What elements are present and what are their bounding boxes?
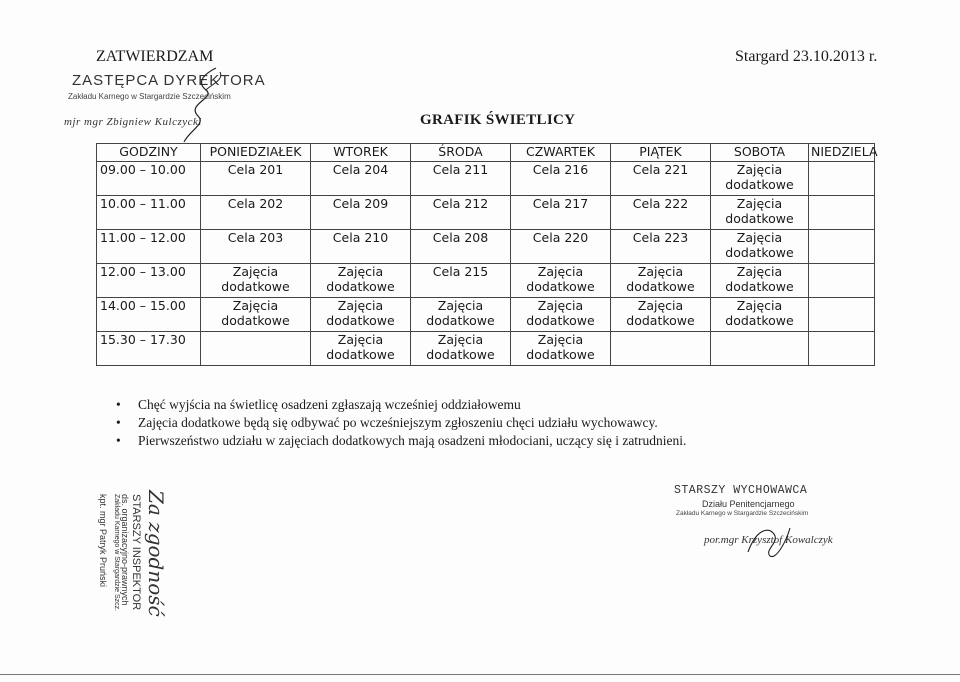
table-cell xyxy=(809,196,875,230)
table-row xyxy=(97,332,875,366)
table-cell: Zajęcia dodatkowe xyxy=(711,196,809,230)
stamp-title: STARSZY INSPEKTOR xyxy=(130,494,142,611)
table-cell: Zajęcia dodatkowe xyxy=(711,264,809,298)
column-header: GODZINY xyxy=(97,144,201,162)
inspector-stamp xyxy=(96,488,166,628)
stamp-department: Działu Penitencjarnego xyxy=(702,499,795,509)
table-cell: Zajęcia dodatkowe xyxy=(611,264,711,298)
stamp-signatory-name: por.mgr Krzysztof Kowalczyk xyxy=(704,534,833,546)
table-cell: Zajęcia dodatkowe xyxy=(411,332,511,366)
scan-edge-line xyxy=(0,674,960,675)
table-cell: Zajęcia dodatkowe xyxy=(711,162,809,196)
column-header: PONIEDZIAŁEK xyxy=(201,144,311,162)
table-cell: Cela 212 xyxy=(411,196,511,230)
table-cell: Cela 202 xyxy=(201,196,311,230)
table-row xyxy=(97,230,875,264)
table-cell: Cela 217 xyxy=(511,196,611,230)
document-title: GRAFIK ŚWIETLICY xyxy=(420,112,576,128)
table-cell: Zajęcia dodatkowe xyxy=(511,298,611,332)
column-header: SOBOTA xyxy=(711,144,809,162)
table-row xyxy=(97,162,875,196)
column-header: PIĄTEK xyxy=(611,144,711,162)
time-cell: 09.00 – 10.00 xyxy=(97,162,201,196)
table-cell: Zajęcia dodatkowe xyxy=(311,332,411,366)
table-cell: Cela 204 xyxy=(311,162,411,196)
table-cell: Zajęcia dodatkowe xyxy=(311,264,411,298)
table-cell xyxy=(809,298,875,332)
note-item: • Pierwszeństwo udziału w zajęciach dodatkowych mają osadzeni młodociani, uczący się i zatrudnieni. xyxy=(116,432,756,450)
table-cell: Cela 208 xyxy=(411,230,511,264)
table-cell xyxy=(611,332,711,366)
table-row xyxy=(97,264,875,298)
table-cell: Cela 211 xyxy=(411,162,511,196)
column-header: CZWARTEK xyxy=(511,144,611,162)
table-cell: Cela 222 xyxy=(611,196,711,230)
table-header-row xyxy=(97,144,875,162)
table-cell: Cela 223 xyxy=(611,230,711,264)
table-cell: Cela 209 xyxy=(311,196,411,230)
time-cell: 15.30 – 17.30 xyxy=(97,332,201,366)
table-cell: Cela 220 xyxy=(511,230,611,264)
approval-stamp xyxy=(58,72,268,142)
table-cell: Zajęcia dodatkowe xyxy=(711,298,809,332)
table-cell: Zajęcia dodatkowe xyxy=(711,230,809,264)
table-cell: Zajęcia dodatkowe xyxy=(311,298,411,332)
table-cell xyxy=(201,332,311,366)
time-cell: 14.00 – 15.00 xyxy=(97,298,201,332)
signature-scribble xyxy=(744,522,794,562)
table-cell: Zajęcia dodatkowe xyxy=(511,332,611,366)
stamp-signatory-name: kpt. mgr Patryk Pruński xyxy=(98,494,108,588)
stamp-title: ZASTĘPCA DYREKTORA xyxy=(72,72,266,89)
table-cell: Cela 203 xyxy=(201,230,311,264)
approve-title: ZATWIERDZAM xyxy=(96,48,214,65)
table-cell: Zajęcia dodatkowe xyxy=(201,264,311,298)
stamp-signatory-name: mjr mgr Zbigniew Kulczycki xyxy=(64,116,202,128)
schedule-table xyxy=(96,143,878,366)
place-date: Stargard 23.10.2013 r. xyxy=(735,48,878,65)
stamp-department: ds. organizacyjno-prawnych xyxy=(120,494,130,606)
notes-list xyxy=(116,396,756,450)
stamp-handwritten-note: Za zgodność xyxy=(144,490,168,617)
table-cell: Zajęcia dodatkowe xyxy=(201,298,311,332)
stamp-institution: Zakładu Karnego w Stargardzie Szczecińskim xyxy=(68,92,231,101)
note-item: • Chęć wyjścia na świetlicę osadzeni zgłaszają wcześniej oddziałowemu xyxy=(116,396,756,414)
signature-scribble xyxy=(176,64,236,144)
educator-stamp xyxy=(674,484,904,574)
stamp-title: STARSZY WYCHOWAWCA xyxy=(674,484,808,497)
table-cell xyxy=(809,264,875,298)
table-cell: Cela 221 xyxy=(611,162,711,196)
time-cell: 10.00 – 11.00 xyxy=(97,196,201,230)
table-cell xyxy=(809,230,875,264)
table-cell: Zajęcia dodatkowe xyxy=(411,298,511,332)
column-header: ŚRODA xyxy=(411,144,511,162)
table-cell: Zajęcia dodatkowe xyxy=(511,264,611,298)
table-cell: Cela 215 xyxy=(411,264,511,298)
table-cell: Cela 210 xyxy=(311,230,411,264)
table-cell: Cela 201 xyxy=(201,162,311,196)
table-cell xyxy=(711,332,809,366)
time-cell: 12.00 – 13.00 xyxy=(97,264,201,298)
table-cell: Cela 216 xyxy=(511,162,611,196)
stamp-institution: Zakładu Karnego w Stargardzie Szczecińskim xyxy=(676,510,809,517)
time-cell: 11.00 – 12.00 xyxy=(97,230,201,264)
table-row xyxy=(97,298,875,332)
column-header: WTOREK xyxy=(311,144,411,162)
column-header: NIEDZIELA xyxy=(809,144,875,162)
table-cell: Zajęcia dodatkowe xyxy=(611,298,711,332)
table-row xyxy=(97,196,875,230)
note-item: • Zajęcia dodatkowe będą się odbywać po wcześniejszym zgłoszeniu chęci udziału wychowawcy. xyxy=(116,414,756,432)
stamp-institution: Zakładu Karnego w Stargardzie Szcz. xyxy=(113,494,120,612)
table-cell xyxy=(809,162,875,196)
table-cell xyxy=(809,332,875,366)
